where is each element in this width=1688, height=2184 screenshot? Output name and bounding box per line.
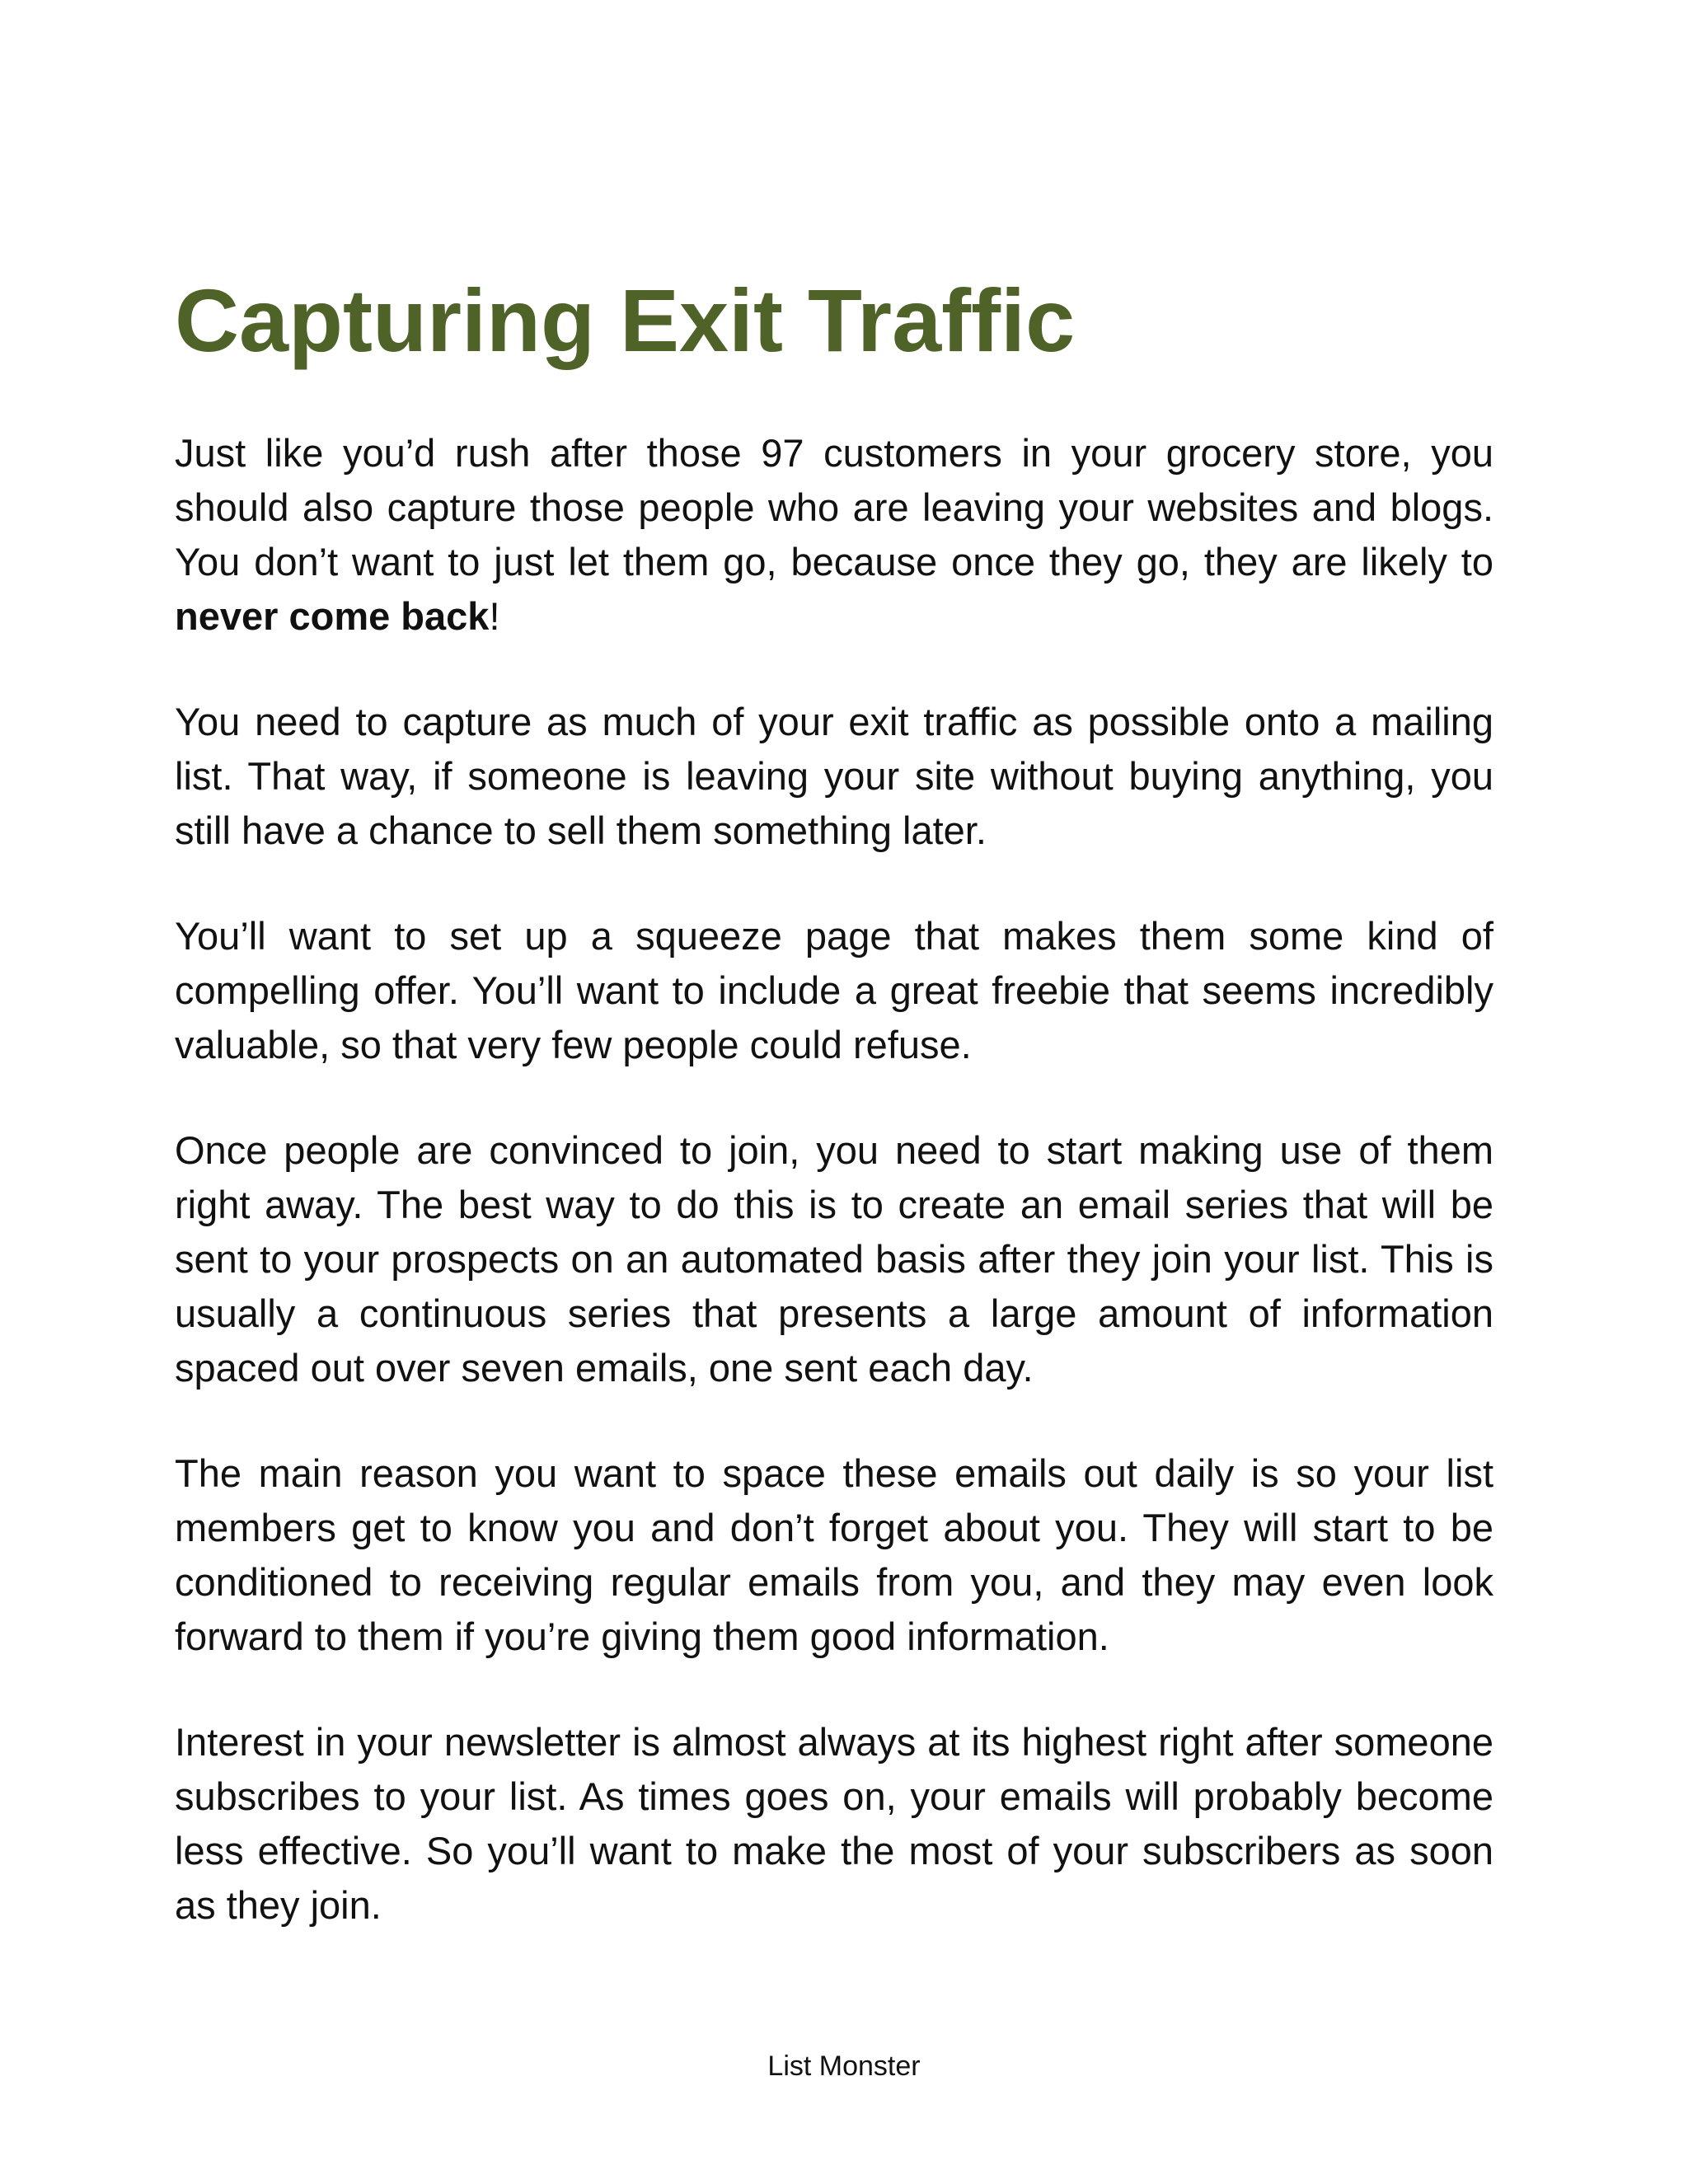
page-title: Capturing Exit Traffic [175, 270, 1076, 370]
paragraph-1-tail: ! [489, 593, 500, 638]
paragraph-1 [175, 426, 1493, 644]
paragraph-5: The main reason you want to space these emails out daily is so your list members get to know you and don’t forget about you. They will start to be conditioned to receiving regular emails from you, and they may even look forward to them if you’re giving them good information. [175, 1451, 1493, 1658]
paragraph-6: Interest in your newsletter is almost always at its highest right after someone subscribes to your list. As times goes on, your emails will probably become less effective. So you’ll want to make the most of your subscribers as soon as they join. [175, 1719, 1493, 1927]
paragraph-4: Once people are convinced to join, you need to start making use of them right away. The best way to do this is to create an email series that will be sent to your prospects on an automated basis after they join your list. This is usually a continuous series that presents a large amount of information spaced out over seven emails, one sent each day. [175, 1127, 1493, 1390]
paragraph-2: You need to capture as much of your exit traffic as possible onto a mailing list. That way, if someone is leaving your site without buying anything, you still have a chance to sell them something later. [175, 699, 1493, 852]
paragraph-1-bold-text: never come back [175, 593, 490, 638]
document-content [175, 272, 1493, 1984]
paragraph-3: You’ll want to set up a squeeze page that makes them some kind of compelling offer. You’ll want to include a great freebie that seems incredibly valuable, so that very few people could refuse. [175, 913, 1493, 1066]
paragraph-1-text: Just like you’d rush after those 97 customers in your grocery store, you should also capture those people who are leaving your websites and blogs. You don’t want to just let them go, because once they go, they are likely to [175, 430, 1493, 583]
page-footer: List Monster [767, 2050, 921, 2082]
